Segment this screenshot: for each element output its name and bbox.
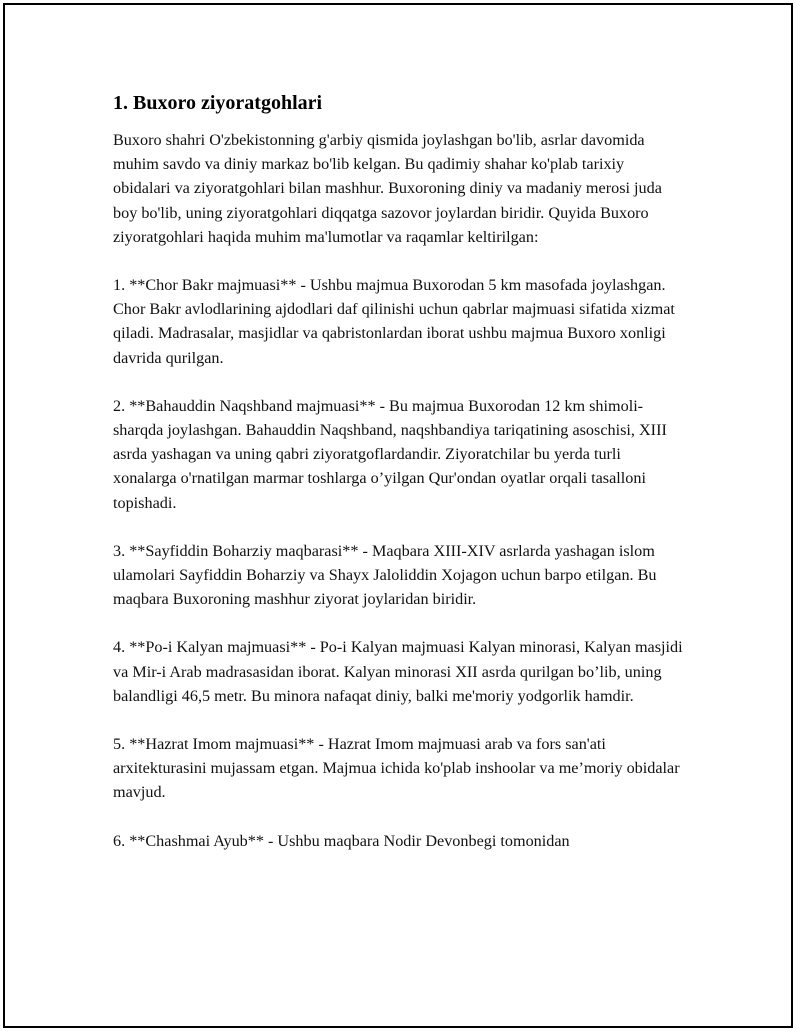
- document-body: [113, 90, 683, 853]
- item-po-i-kalyan: 4. **Po-i Kalyan majmuasi** - Po-i Kalyan majmuasi Kalyan minorasi, Kalyan masjidi va Mir-i Arab madrasasidan iborat. Kalyan minorasi XII asrda qurilgan bo’lib, uning balandligi 46,5 metr. Bu minora nafaqat diniy, balki me'moriy yodgorlik hamdir.: [113, 638, 683, 705]
- item-hazrat-imom: 5. **Hazrat Imom majmuasi** - Hazrat Imom majmuasi arab va fors san'ati arxitekturasini mujassam etgan. Majmua ichida ko'plab inshoolar va me’moriy obidalar mavjud.: [113, 735, 680, 802]
- intro-paragraph: Buxoro shahri O'zbekistonning g'arbiy qismida joylashgan bo'lib, asrlar davomida muhim savdo va diniy markaz bo'lib kelgan. Bu qadimiy shahar ko'plab tarixiy obidalari va ziyoratgohlari bilan mashhur. Buxoroning diniy va madaniy merosi juda boy bo'lib, uning ziyoratgohlari diqqatga sazovor joylardan biridir. Quyida Buxoro ziyoratgohlari haqida muhim ma'lumotlar va raqamlar keltirilgan:: [113, 131, 662, 246]
- item-chor-bakr: 1. **Chor Bakr majmuasi** - Ushbu majmua Buxorodan 5 km masofada joylashgan. Chor Bakr avlodlarining ajdodlari daf qilinishi uchun qabrlar majmuasi sifatida xizmat qiladi. Madrasalar, masjidlar va qabristonlardan iborat ushbu majmua Buxoro xonligi davrida qurilgan.: [113, 276, 675, 367]
- item-bahauddin-naqshband: 2. **Bahauddin Naqshband majmuasi** - Bu majmua Buxorodan 12 km shimoli-sharqda joylashgan. Bahauddin Naqshband, naqshbandiya tariqatining asoschisi, XIII asrda yashagan va uning qabri ziyoratgoflardandir. Ziyoratchilar bu yerda turli xonalarga o'rnatilgan marmar toshlarga o’yilgan Qur'ondan oyatlar orqali tasalloni topishadi.: [113, 396, 667, 512]
- item-sayfiddin-boharziy: 3. **Sayfiddin Boharziy maqbarasi** - Maqbara XIII-XIV asrlarda yashagan islom ulamolari Sayfiddin Boharziy va Shayx Jaloliddin Xojagon uchun barpo etilgan. Bu maqbara Buxoroning mashhur ziyorat joylaridan biridir.: [113, 541, 657, 609]
- item-chashmai-ayub: 6. **Chashmai Ayub** - Ushbu maqbara Nodir Devonbegi tomonidan: [113, 831, 570, 850]
- section-heading: 1. Buxoro ziyoratgohlari: [113, 92, 323, 114]
